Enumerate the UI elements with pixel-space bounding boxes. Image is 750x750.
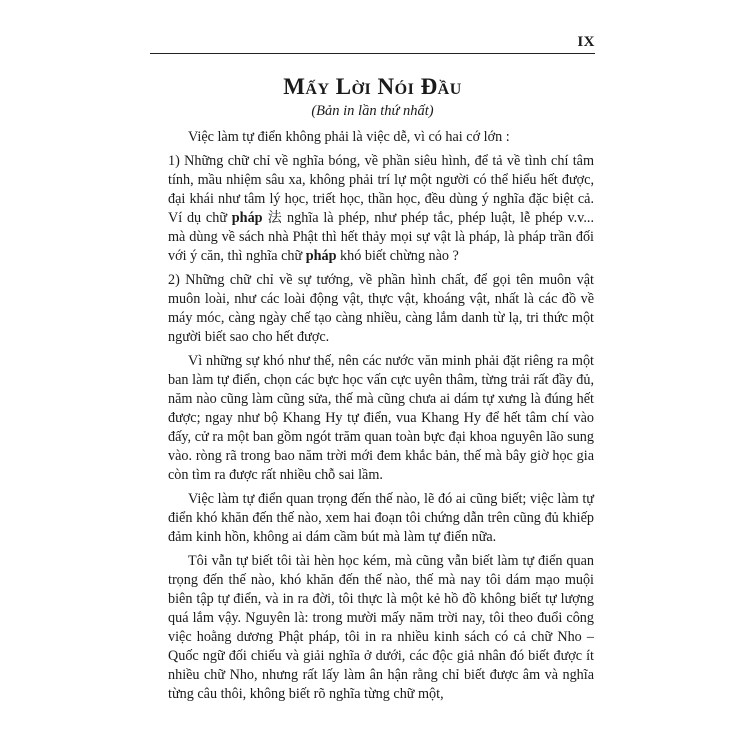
page-number: IX [577, 34, 595, 50]
paragraph-intro: Việc làm tự điển không phải là việc dễ, vì có hai cớ lớn : [188, 129, 510, 145]
paragraph-importance: Việc làm tự điển quan trọng đến thế nào, lẽ đó ai cũng biết; việc làm tự điển khó khăn đến thế nào, xem hai đoạn tôi chứng dẫn trên cũng đủ khiếp đảm kinh hồn, không ai dám cầm bút mà làm tự điển nữa. [168, 491, 594, 545]
paragraph-point-1-part-a: 1) Những chữ chỉ về nghĩa bóng, về phần siêu hình, để tả về tình chí tâm tính, mầu nhiệm sâu xa, không phải trí lự một người có thể hiểu hết được, đại khái như tâm lý học, triết học, thần học, đều dùng ý nghĩa đặc biệt cả. Ví dụ chữ [168, 153, 594, 226]
paragraph-point-1-part-c: khó biết chừng nào ? [340, 248, 459, 264]
paragraph-point-2: 2) Những chữ chỉ về sự tướng, về phần hình chất, để gọi tên muôn vật muôn loài, như các loài động vật, thực vật, khoáng vật, nhất là các đồ về máy móc, càng ngày chế tạo càng nhiều, càng lắm danh từ lạ, tri thức một người biết sao cho hết được. [168, 272, 594, 345]
han-character-phap: 法 [266, 210, 284, 226]
paragraph-point-1 [168, 152, 594, 266]
paragraph-difficulties: Vì những sự khó như thế, nên các nước văn minh phải đặt riêng ra một ban làm tự điển, chọn các bực học vấn cực uyên thâm, từng trải rất đầy đủ, năm nào cũng làm cũng sửa, thế mà cũng chưa ai dám tự xưng là đúng hết được; ngay như bộ Khang Hy tự điển, vua Khang Hy để hết tâm chí vào đấy, cử ra một ban gồm ngót trăm quan toàn bực đại khoa nguyên lão sung vào. ròng rã trong bao năm trời mới đem khắc bản, thế mà bây giờ học gia còn tìm ra được rất nhiều chỗ sai lầm. [168, 353, 594, 483]
paragraph-point-1-part-b: nghĩa là phép, như phép tắc, phép luật, lễ phép v.v... mà dùng về sách nhà Phật thì hết thảy mọi sự vật là pháp, là pháp trần đối với ý căn, thì nghĩa chữ [168, 210, 594, 264]
term-phap-2: pháp [305, 248, 337, 264]
body-text [168, 128, 594, 709]
paragraph-author: Tôi vẫn tự biết tôi tài hèn học kém, mà cũng vẫn biết làm tự điển quan trọng đến thế nào, khó khăn đến thế nào, thế mà nay tôi dám mạo muội biên tập tự điển, và in ra đời, tôi thực là một kẻ hồ đồ không biết tự lượng quá lắm vậy. Nguyên là: trong mười mấy năm trời nay, tôi theo đuổi công việc hoằng dương Phật pháp, tôi in ra nhiều kinh sách có cả chữ Nho – Quốc ngữ đối chiếu và giải nghĩa ở dưới, các độc giả nhân đó biết được ít nhiều chữ Nho, nhưng rất lấy làm ân hận rằng chỉ biết được âm và nghĩa từng câu thôi, không biết rõ nghĩa từng chữ một, [168, 553, 594, 702]
term-phap: pháp [231, 210, 263, 226]
page-title: Mấy Lời Nói Đầu [283, 74, 462, 99]
header-rule [150, 53, 595, 54]
page-subtitle: (Bản in lần thứ nhất) [311, 103, 434, 119]
